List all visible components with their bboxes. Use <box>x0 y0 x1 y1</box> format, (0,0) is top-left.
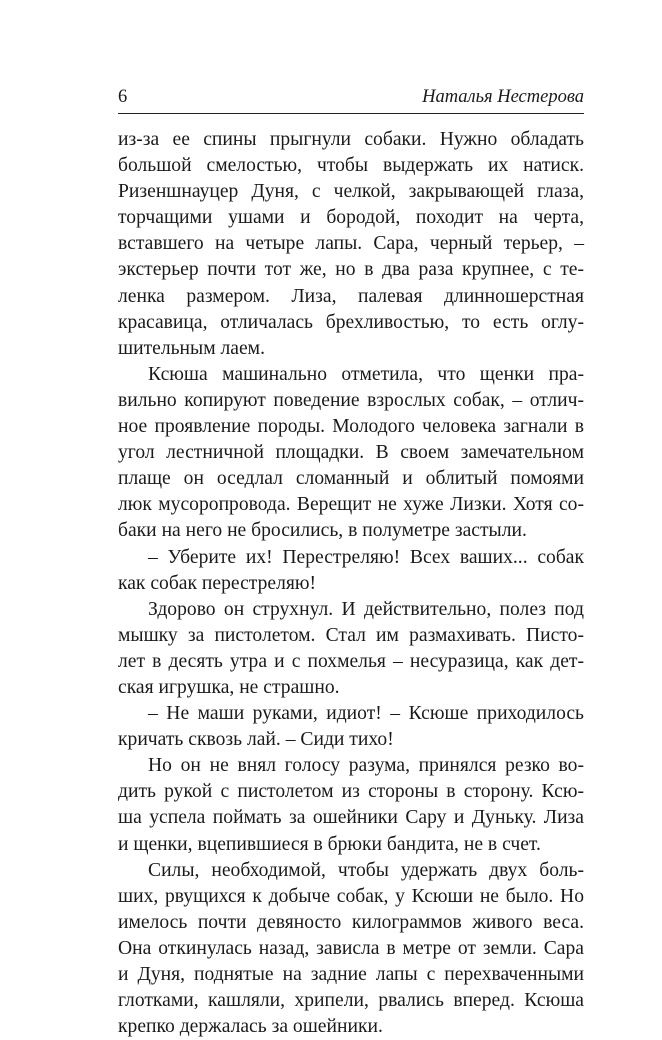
text-line: крепко держалась за ошейники. <box>118 1016 383 1038</box>
text-line: торчащими ушами и бородой, походит на черта, <box>118 207 584 229</box>
paragraph <box>118 597 584 701</box>
header-rule <box>118 113 584 114</box>
text-line: ших, рвущихся к добыче собак, у Ксюши не было. Но <box>118 885 584 907</box>
text-line: красавица, отличалась брехливостью, то есть оглу- <box>118 311 584 333</box>
text-line: мышку за пистолетом. Стал им размахивать. Писто- <box>118 624 584 646</box>
paragraph <box>118 858 584 1040</box>
text-line: Она откинулась назад, зависла в метре от земли. Сара <box>118 937 584 959</box>
text-line: кричать сквозь лай. – Сиди тихо! <box>118 729 394 751</box>
paragraph <box>118 701 584 753</box>
paragraph <box>118 127 584 362</box>
text-line: Ксюша машинально отметила, что щенки пра- <box>148 363 584 385</box>
paragraph <box>118 362 584 545</box>
text-line: вставшего на четыре лапы. Сара, черный терьер, – <box>118 233 584 255</box>
paragraph <box>118 545 584 597</box>
text-line: большой смелостью, чтобы выдержать их натиск. <box>118 155 584 177</box>
text-line: лет в десять утра и с похмелья – несуразица, как дет- <box>118 650 584 672</box>
text-line: люк мусоропровода. Верещит не хуже Лизки. Хотя со- <box>118 494 584 516</box>
body-text <box>118 127 584 1040</box>
text-line: вильно копируют поведение взрослых собак, – отлич- <box>118 389 584 411</box>
text-line: Ризеншнауцер Дуня, с челкой, закрывающей глаза, <box>118 181 584 203</box>
text-line: ша успела поймать за ошейники Сару и Дуньку. Лиза <box>118 807 584 829</box>
page-number: 6 <box>118 87 128 107</box>
text-line: Здорово он струхнул. И действительно, полез под <box>148 598 584 620</box>
text-line: глотками, кашляли, хрипели, рвались вперед. Ксюша <box>118 990 584 1012</box>
text-line: дить рукой с пистолетом из стороны в сторону. Ксю- <box>118 781 584 803</box>
text-line: как собак перестреляю! <box>118 572 317 594</box>
text-line: – Уберите их! Перестреляю! Всех ваших... собак <box>148 546 584 568</box>
text-line: имелось почти девяносто килограммов живого веса. <box>118 911 584 933</box>
text-line: и Дуня, поднятые на задние лапы с перехваченными <box>118 964 584 985</box>
text-line: ное проявление породы. Молодого человека загнали в <box>118 416 584 438</box>
text-line: и щенки, вцепившиеся в брюки бандита, не в счет. <box>118 833 541 855</box>
text-line: угол лестничной площадки. В своем замечательном <box>118 442 584 464</box>
text-line: ленка размером. Лиза, палевая длинношерстная <box>118 285 584 307</box>
text-line: Но он не внял голосу разума, принялся резко во- <box>148 755 584 777</box>
text-line: шительным лаем. <box>118 337 265 359</box>
paragraph <box>118 753 584 857</box>
text-line: из-за ее спины прыгнули собаки. Нужно обладать <box>118 129 584 150</box>
text-line: плаще он оседлал сломанный и облитый помоями <box>118 468 584 490</box>
text-line: ская игрушка, не страшно. <box>118 676 340 698</box>
running-head: Наталья Нестерова <box>422 87 584 107</box>
text-line: – Не маши руками, идиот! – Ксюше приходилось <box>148 703 584 725</box>
text-line: баки на него не бросились, в полуметре застыли. <box>118 520 527 542</box>
text-line: экстерьер почти тот же, но в два раза крупнее, с те- <box>118 259 584 281</box>
text-line: Силы, необходимой, чтобы удержать двух боль- <box>148 859 584 881</box>
